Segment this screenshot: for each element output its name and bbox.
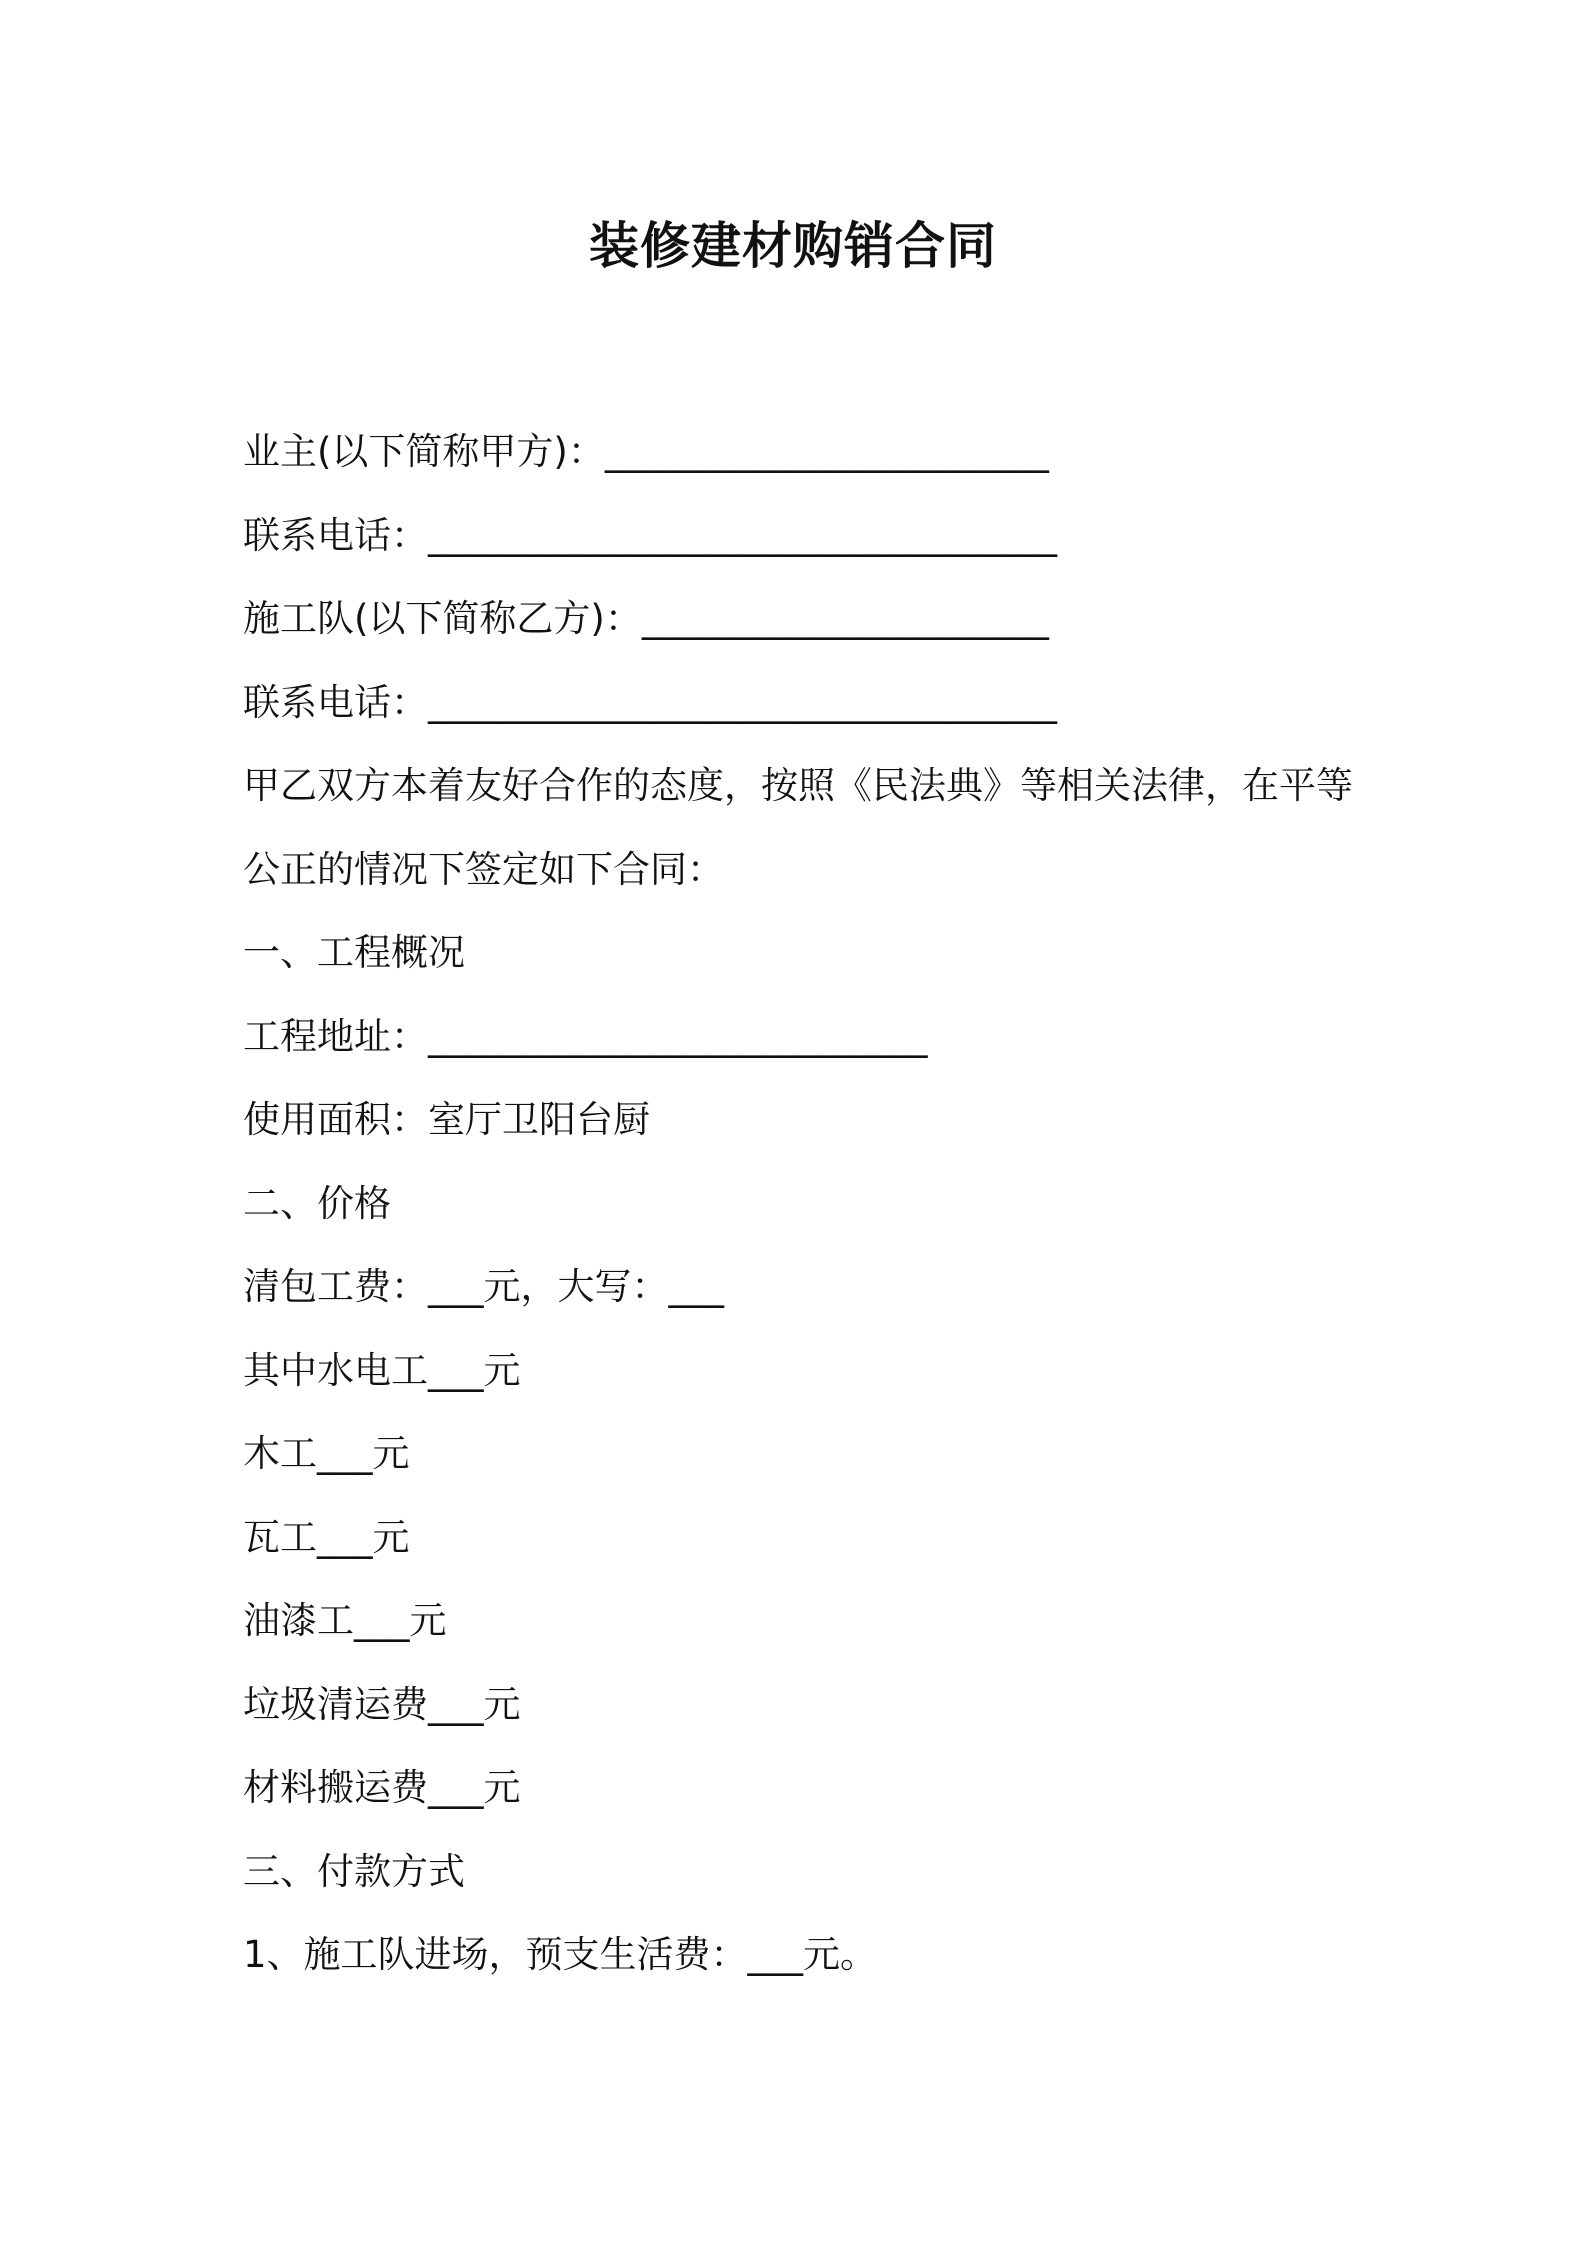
- agreement-intro-line-1: 甲乙双方本着友好合作的态度，按照《民法典》等相关法律，在平等: [243, 764, 1353, 807]
- project-address-line: 工程地址：___________________________: [243, 1014, 928, 1058]
- section-heading-price: 二、价格: [243, 1181, 391, 1225]
- carpentry-fee-line: 木工___元: [243, 1432, 410, 1475]
- tiling-fee-line: 瓦工___元: [243, 1515, 410, 1559]
- contractor-phone-line: 联系电话：__________________________________: [243, 680, 1057, 724]
- material-handling-fee-line: 材料搬运费___元: [243, 1766, 521, 1809]
- owner-party-line: 业主(以下简称甲方)：________________________: [243, 430, 1049, 473]
- labor-fee-line: 清包工费：___元，大写：___: [243, 1265, 724, 1308]
- plumbing-electrical-fee-line: 其中水电工___元: [243, 1348, 521, 1392]
- agreement-intro-line-2: 公正的情况下签定如下合同：: [243, 847, 724, 891]
- painting-fee-line: 油漆工___元: [243, 1599, 447, 1642]
- section-heading-project-overview: 一、工程概况: [243, 931, 465, 974]
- contract-body: [243, 410, 1393, 1997]
- owner-phone-line: 联系电话：__________________________________: [243, 513, 1057, 557]
- usable-area-line: 使用面积：室厅卫阳台厨: [243, 1098, 650, 1141]
- section-heading-payment-method: 三、付款方式: [243, 1849, 465, 1893]
- waste-removal-fee-line: 垃圾清运费___元: [243, 1682, 521, 1726]
- contractor-party-line: 施工队(以下简称乙方)：______________________: [243, 597, 1049, 640]
- payment-term-1-line: 1、施工队进场，预支生活费：___元。: [243, 1933, 878, 1976]
- document-title: 装修建材购销合同: [589, 217, 997, 275]
